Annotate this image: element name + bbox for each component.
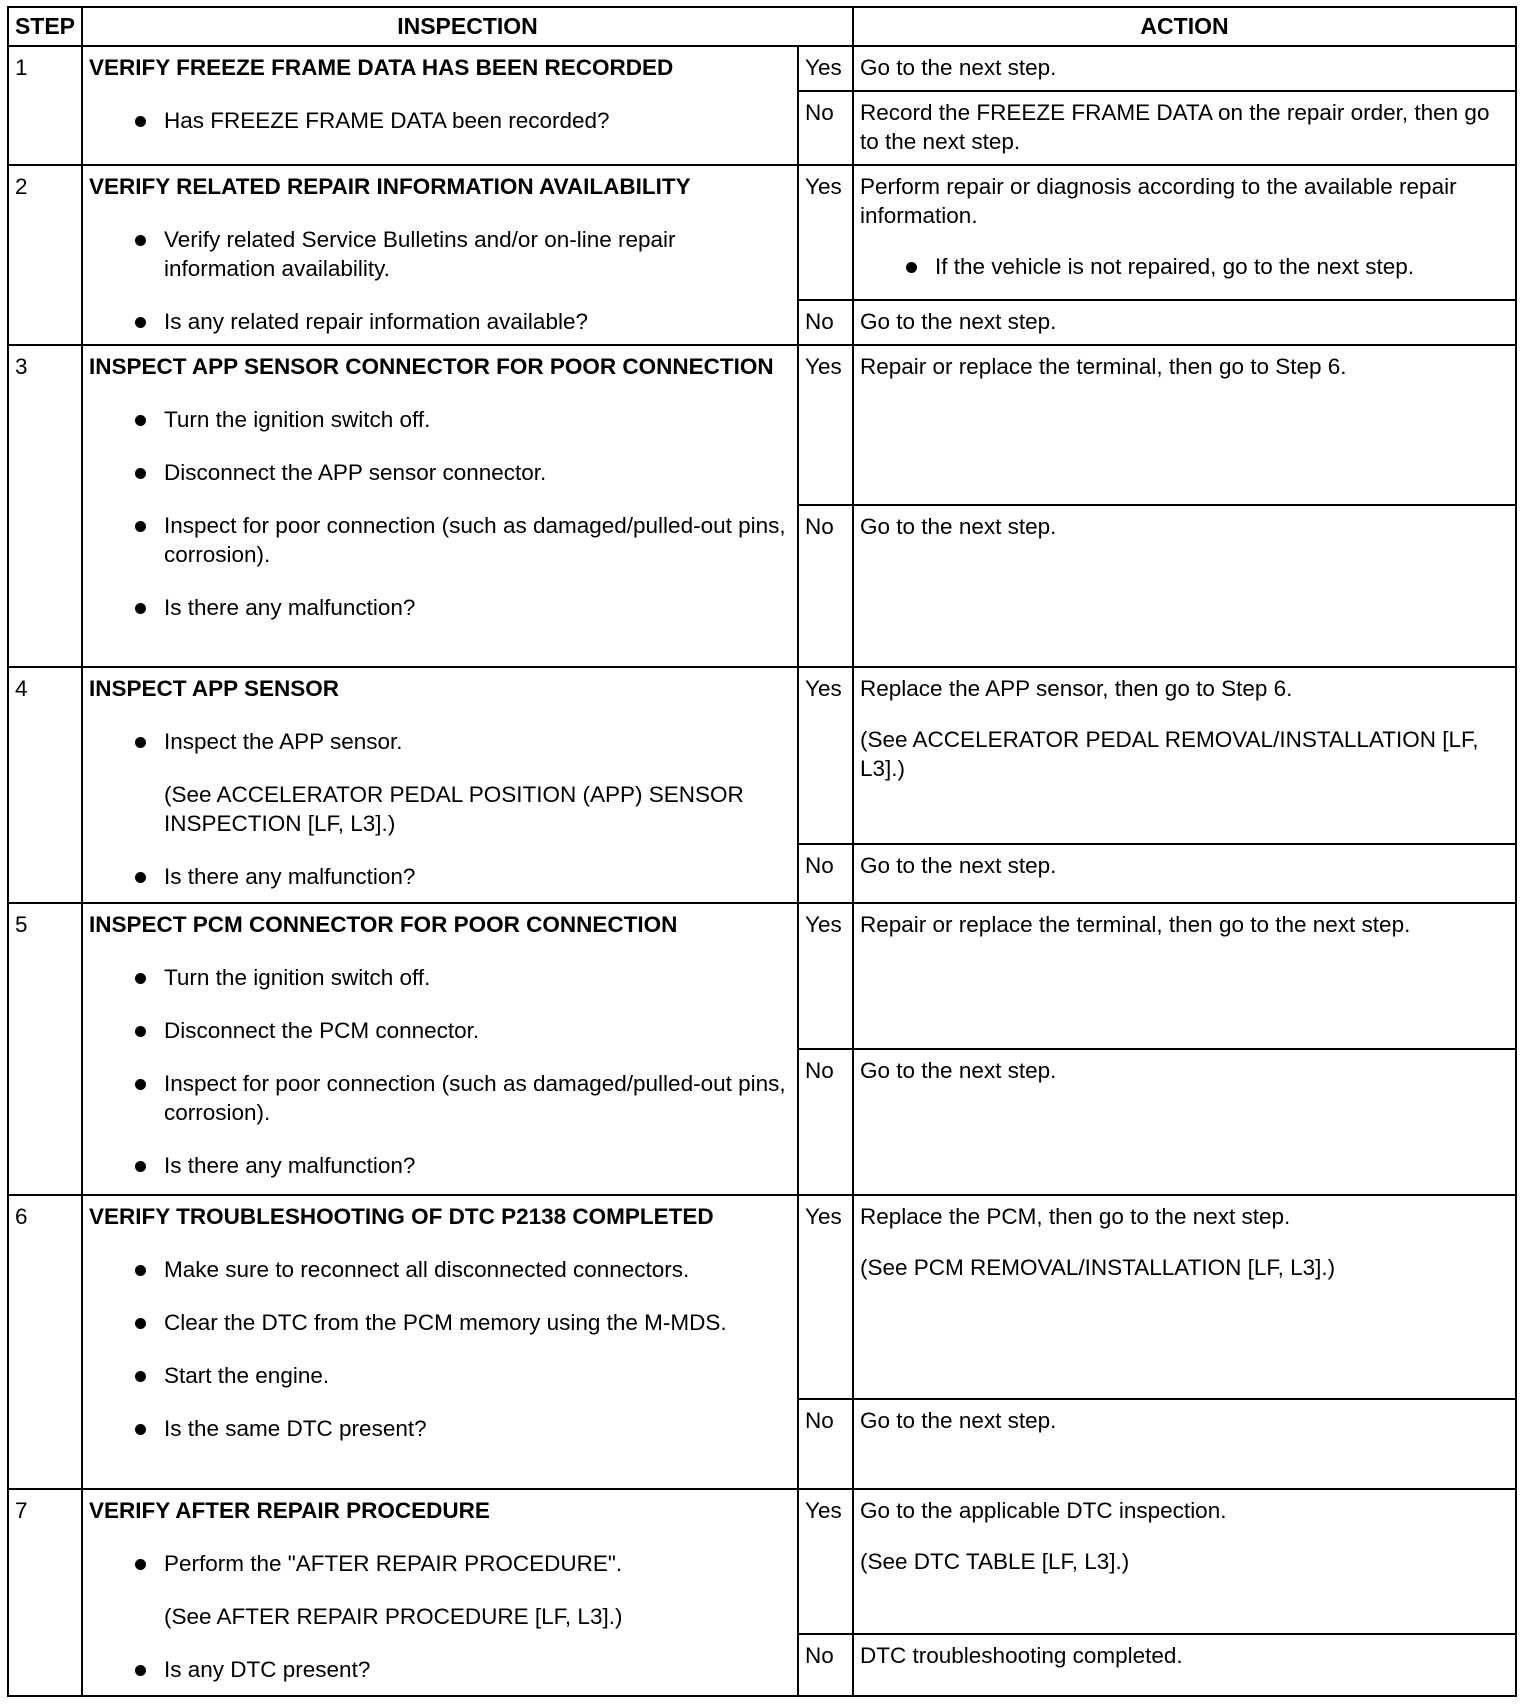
no-label: No xyxy=(798,844,853,903)
inspection-title: INSPECT APP SENSOR CONNECTOR FOR POOR CONNECTION xyxy=(89,354,774,379)
yes-label: Yes xyxy=(798,1489,853,1634)
inspection-bullet: Is any DTC present? xyxy=(89,1655,791,1684)
inspection-bullet: Disconnect the APP sensor connector. xyxy=(89,458,791,487)
step-row-4-yes xyxy=(8,667,1516,844)
no-label: No xyxy=(798,505,853,667)
yes-action-bullet: If the vehicle is not repaired, go to the next step. xyxy=(860,252,1509,281)
yes-action xyxy=(853,667,1516,844)
yes-action-text: Perform repair or diagnosis according to the available repair information. xyxy=(860,174,1457,228)
no-action: Record the FREEZE FRAME DATA on the repair order, then go to the next step. xyxy=(853,91,1516,165)
reference-note: (See AFTER REPAIR PROCEDURE [LF, L3].) xyxy=(164,1604,623,1629)
inspection-title: VERIFY TROUBLESHOOTING OF DTC P2138 COMPLETED xyxy=(89,1204,714,1229)
step-number: 7 xyxy=(8,1489,82,1696)
inspection-bullet: Is any related repair information available? xyxy=(89,307,791,336)
action-header: ACTION xyxy=(853,7,1516,46)
inspection-bullet: Make sure to reconnect all disconnected connectors. xyxy=(89,1255,791,1284)
no-action: Go to the next step. xyxy=(853,505,1516,667)
inspection-cell xyxy=(82,345,798,667)
inspection-bullet: Inspect the APP sensor. xyxy=(89,727,791,756)
inspection-bullet: Inspect for poor connection (such as damaged/pulled-out pins, corrosion). xyxy=(89,511,791,569)
step-number: 5 xyxy=(8,903,82,1195)
inspection-cell xyxy=(82,46,798,165)
inspection-bullet: Start the engine. xyxy=(89,1361,791,1390)
inspection-cell xyxy=(82,903,798,1195)
inspection-bullet: Is there any malfunction? xyxy=(89,593,791,622)
yes-label: Yes xyxy=(798,667,853,844)
inspection-bullet: Turn the ignition switch off. xyxy=(89,963,791,992)
step-row-3-yes xyxy=(8,345,1516,505)
no-action: Go to the next step. xyxy=(853,1049,1516,1195)
step-row-5-yes xyxy=(8,903,1516,1049)
yes-action xyxy=(853,1489,1516,1634)
inspection-bullet: Verify related Service Bulletins and/or on-line repair information availability. xyxy=(89,225,791,283)
yes-action-note: (See PCM REMOVAL/INSTALLATION [LF, L3].) xyxy=(860,1255,1336,1280)
diagnostic-table xyxy=(7,6,1517,1697)
inspection-title: VERIFY AFTER REPAIR PROCEDURE xyxy=(89,1498,490,1523)
step-row-7-yes xyxy=(8,1489,1516,1634)
header-row xyxy=(8,7,1516,46)
no-label: No xyxy=(798,1399,853,1489)
yes-action xyxy=(853,165,1516,300)
no-action: Go to the next step. xyxy=(853,1399,1516,1489)
step-header: STEP xyxy=(8,7,82,46)
yes-label: Yes xyxy=(798,165,853,300)
yes-label: Yes xyxy=(798,1195,853,1399)
yes-action-note: (See ACCELERATOR PEDAL REMOVAL/INSTALLATION [LF, L3].) xyxy=(860,727,1479,781)
step-number: 1 xyxy=(8,46,82,165)
inspection-title: VERIFY RELATED REPAIR INFORMATION AVAILABILITY xyxy=(89,174,691,199)
inspection-bullet: Turn the ignition switch off. xyxy=(89,405,791,434)
inspection-bullet: Inspect for poor connection (such as damaged/pulled-out pins, corrosion). xyxy=(89,1069,791,1127)
yes-action: Repair or replace the terminal, then go to the next step. xyxy=(853,903,1516,1049)
inspection-title: INSPECT PCM CONNECTOR FOR POOR CONNECTION xyxy=(89,912,678,937)
no-action: Go to the next step. xyxy=(853,300,1516,345)
inspection-bullet: Is there any malfunction? xyxy=(89,1151,791,1180)
step-number: 6 xyxy=(8,1195,82,1489)
inspection-cell xyxy=(82,667,798,903)
step-row-2-yes xyxy=(8,165,1516,300)
inspection-cell xyxy=(82,1195,798,1489)
inspection-cell xyxy=(82,165,798,345)
yes-action: Go to the next step. xyxy=(853,46,1516,91)
inspection-bullet: Perform the "AFTER REPAIR PROCEDURE". xyxy=(89,1549,791,1578)
no-action: Go to the next step. xyxy=(853,844,1516,903)
no-label: No xyxy=(798,1634,853,1696)
yes-label: Yes xyxy=(798,46,853,91)
step-row-6-yes xyxy=(8,1195,1516,1399)
yes-action xyxy=(853,1195,1516,1399)
yes-action-text: Replace the PCM, then go to the next step. xyxy=(860,1204,1291,1229)
no-label: No xyxy=(798,300,853,345)
inspection-cell xyxy=(82,1489,798,1696)
inspection-header: INSPECTION xyxy=(82,7,853,46)
reference-note: (See ACCELERATOR PEDAL POSITION (APP) SENSOR INSPECTION [LF, L3].) xyxy=(164,782,744,836)
yes-label: Yes xyxy=(798,903,853,1049)
inspection-bullet: Clear the DTC from the PCM memory using the M-MDS. xyxy=(89,1308,791,1337)
step-number: 3 xyxy=(8,345,82,667)
yes-action-note: (See DTC TABLE [LF, L3].) xyxy=(860,1549,1130,1574)
inspection-bullet: Is there any malfunction? xyxy=(89,862,791,891)
no-action: DTC troubleshooting completed. xyxy=(853,1634,1516,1696)
step-number: 2 xyxy=(8,165,82,345)
yes-action-text: Replace the APP sensor, then go to Step 6. xyxy=(860,676,1293,701)
inspection-title: INSPECT APP SENSOR xyxy=(89,676,340,701)
yes-action-text: Go to the applicable DTC inspection. xyxy=(860,1498,1227,1523)
inspection-bullet: Has FREEZE FRAME DATA been recorded? xyxy=(89,106,791,135)
inspection-bullet: Is the same DTC present? xyxy=(89,1414,791,1443)
yes-label: Yes xyxy=(798,345,853,505)
inspection-title: VERIFY FREEZE FRAME DATA HAS BEEN RECORDED xyxy=(89,55,674,80)
yes-action: Repair or replace the terminal, then go to Step 6. xyxy=(853,345,1516,505)
no-label: No xyxy=(798,1049,853,1195)
no-label: No xyxy=(798,91,853,165)
inspection-bullet: Disconnect the PCM connector. xyxy=(89,1016,791,1045)
step-row-1-yes xyxy=(8,46,1516,91)
step-number: 4 xyxy=(8,667,82,903)
